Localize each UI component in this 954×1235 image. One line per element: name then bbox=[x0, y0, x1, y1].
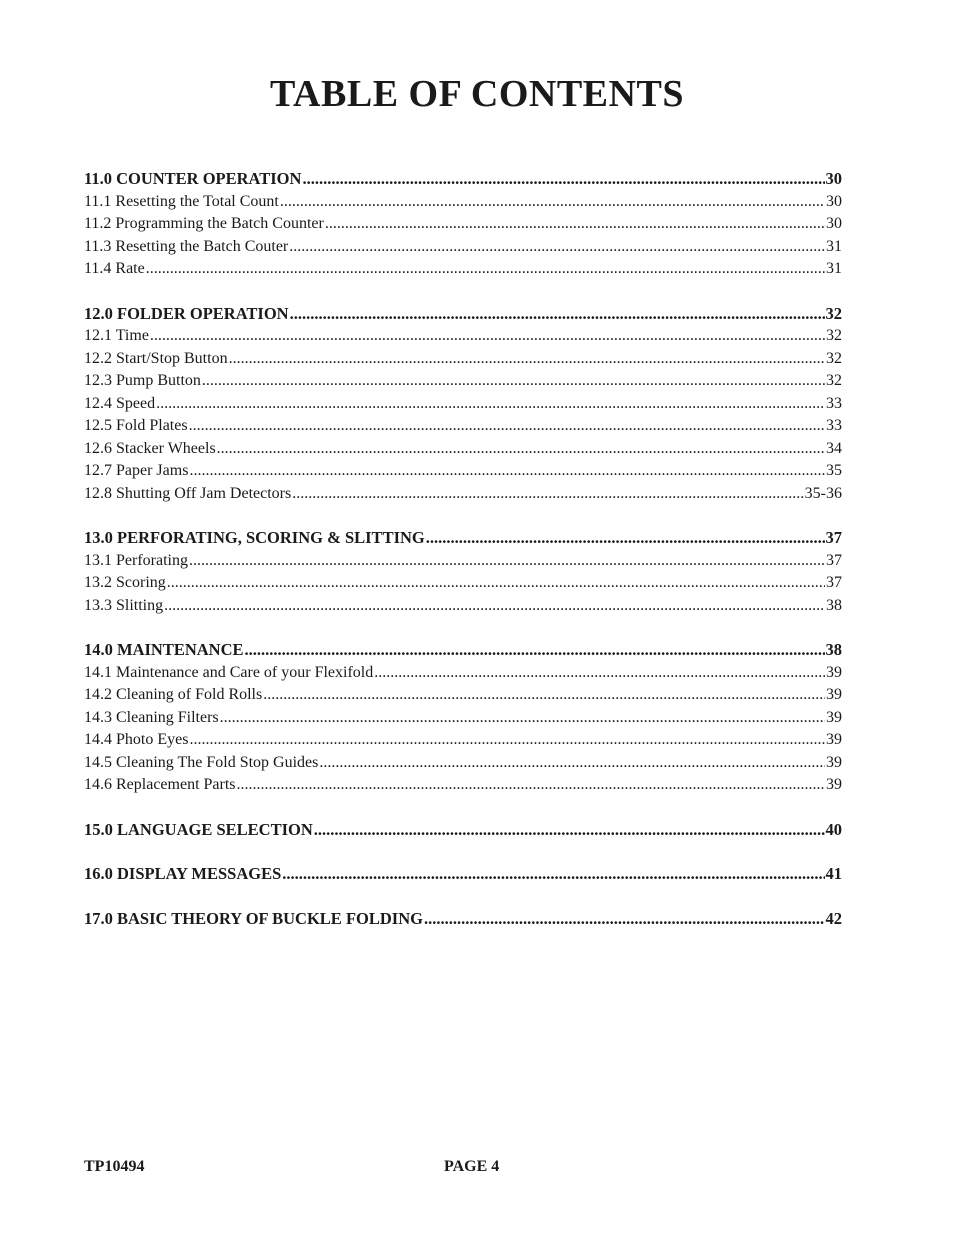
toc-heading[interactable] bbox=[84, 168, 842, 191]
toc-section-15 bbox=[84, 819, 842, 842]
toc-page-number: 42 bbox=[825, 908, 842, 928]
toc-entry[interactable] bbox=[84, 415, 842, 438]
toc-page-number: 39 bbox=[826, 663, 842, 681]
toc-entry[interactable] bbox=[84, 348, 842, 371]
toc-heading-label: 13.0 PERFORATING, SCORING & SLITTING bbox=[84, 528, 425, 547]
toc-entry-label: 14.3 Cleaning Filters bbox=[84, 708, 219, 726]
dot-leader bbox=[282, 863, 824, 886]
toc-page-number: 30 bbox=[826, 215, 842, 232]
toc-page-number: 38 bbox=[826, 596, 842, 614]
toc-section-12 bbox=[84, 303, 842, 506]
document-number: TP10494 bbox=[84, 1158, 145, 1175]
toc-section-16 bbox=[84, 863, 842, 886]
toc-heading-label: 16.0 DISPLAY MESSAGES bbox=[84, 864, 282, 883]
dot-leader bbox=[217, 438, 825, 461]
toc-entry-label: 14.2 Cleaning of Fold Rolls bbox=[84, 686, 263, 703]
dot-leader bbox=[220, 707, 825, 730]
toc-entry[interactable] bbox=[84, 191, 842, 214]
toc-entry[interactable] bbox=[84, 483, 842, 506]
toc-entry-label: 11.1 Resetting the Total Count bbox=[84, 192, 279, 210]
toc-heading[interactable] bbox=[84, 908, 842, 931]
dot-leader bbox=[229, 348, 825, 371]
toc-section-14 bbox=[84, 639, 842, 797]
toc-page-number: 32 bbox=[826, 349, 842, 367]
page-footer bbox=[84, 1158, 842, 1180]
toc-page-number: 35 bbox=[826, 462, 842, 479]
toc-entry-label: 11.4 Rate bbox=[84, 260, 145, 277]
toc-entry-label: 11.2 Programming the Batch Counter bbox=[84, 215, 324, 232]
dot-leader bbox=[280, 191, 825, 214]
toc-heading-label: 17.0 BASIC THEORY OF BUCKLE FOLDING bbox=[84, 908, 423, 928]
toc-page-number: 39 bbox=[826, 776, 842, 793]
dot-leader bbox=[426, 527, 825, 550]
toc-entry[interactable] bbox=[84, 550, 842, 573]
toc-heading-label: 15.0 LANGUAGE SELECTION bbox=[84, 819, 313, 839]
toc-page-number: 34 bbox=[826, 439, 842, 457]
toc-page-number: 30 bbox=[825, 169, 842, 188]
toc-page-number: 37 bbox=[826, 574, 842, 591]
toc-heading[interactable] bbox=[84, 303, 842, 326]
dot-leader bbox=[314, 819, 825, 842]
toc-page-number: 32 bbox=[826, 372, 842, 389]
toc-section-13 bbox=[84, 527, 842, 617]
toc-page-number: 39 bbox=[826, 731, 842, 748]
page-title: TABLE OF CONTENTS bbox=[270, 73, 684, 115]
toc-entry-label: 14.1 Maintenance and Care of your Flexifold bbox=[84, 663, 374, 681]
dot-leader bbox=[167, 572, 825, 595]
toc-entry[interactable] bbox=[84, 370, 842, 393]
toc-entry[interactable] bbox=[84, 393, 842, 416]
dot-leader bbox=[263, 684, 825, 707]
dot-leader bbox=[290, 303, 825, 326]
toc-entry[interactable] bbox=[84, 438, 842, 461]
table-of-contents bbox=[84, 168, 842, 952]
toc-page-number: 37 bbox=[825, 528, 842, 547]
toc-entry[interactable] bbox=[84, 572, 842, 595]
dot-leader bbox=[424, 908, 825, 931]
toc-section-11 bbox=[84, 168, 842, 281]
dot-leader bbox=[325, 213, 825, 236]
toc-entry-label: 11.3 Resetting the Batch Couter bbox=[84, 237, 289, 255]
toc-entry-label: 14.5 Cleaning The Fold Stop Guides bbox=[84, 753, 319, 771]
toc-entry-label: 12.8 Shutting Off Jam Detectors bbox=[84, 484, 292, 502]
toc-heading[interactable] bbox=[84, 863, 842, 886]
dot-leader bbox=[245, 639, 825, 662]
toc-page-number: 37 bbox=[826, 551, 842, 569]
toc-page-number: 40 bbox=[825, 819, 842, 839]
toc-entry-label: 12.1 Time bbox=[84, 327, 149, 344]
toc-entry-label: 13.1 Perforating bbox=[84, 551, 188, 569]
toc-heading[interactable] bbox=[84, 639, 842, 662]
toc-entry-label: 13.2 Scoring bbox=[84, 574, 166, 591]
dot-leader bbox=[189, 460, 825, 483]
toc-page-number: 32 bbox=[825, 303, 842, 323]
dot-leader bbox=[202, 370, 825, 393]
toc-page-number: 39 bbox=[826, 708, 842, 726]
toc-page-number: 30 bbox=[826, 192, 842, 210]
toc-entry[interactable] bbox=[84, 258, 842, 281]
toc-page-number: 32 bbox=[826, 327, 842, 344]
toc-entry[interactable] bbox=[84, 707, 842, 730]
page-number-label: PAGE 4 bbox=[444, 1158, 500, 1175]
dot-leader bbox=[292, 483, 803, 506]
toc-page-number: 33 bbox=[826, 417, 842, 434]
dot-leader bbox=[189, 415, 825, 438]
dot-leader bbox=[164, 595, 825, 618]
toc-entry[interactable] bbox=[84, 595, 842, 618]
toc-heading-label: 11.0 COUNTER OPERATION bbox=[84, 169, 302, 188]
toc-entry[interactable] bbox=[84, 460, 842, 483]
toc-heading-label: 12.0 FOLDER OPERATION bbox=[84, 303, 289, 323]
toc-entry-label: 12.6 Stacker Wheels bbox=[84, 439, 216, 457]
toc-page-number: 38 bbox=[825, 640, 842, 659]
toc-entry-label: 12.2 Start/Stop Button bbox=[84, 349, 228, 367]
toc-section-17 bbox=[84, 908, 842, 931]
toc-page-number: 35-36 bbox=[804, 484, 842, 502]
dot-leader bbox=[302, 168, 824, 191]
toc-entry-label: 14.6 Replacement Parts bbox=[84, 776, 236, 793]
dot-leader bbox=[289, 236, 825, 259]
toc-entry-label: 13.3 Slitting bbox=[84, 596, 164, 614]
dot-leader bbox=[189, 550, 825, 573]
dot-leader bbox=[156, 393, 825, 416]
toc-entry-label: 12.5 Fold Plates bbox=[84, 417, 188, 434]
toc-page-number: 41 bbox=[825, 864, 842, 883]
dot-leader bbox=[237, 774, 825, 797]
toc-entry[interactable] bbox=[84, 729, 842, 752]
toc-page-number: 31 bbox=[826, 237, 842, 255]
toc-entry[interactable] bbox=[84, 662, 842, 685]
dot-leader bbox=[189, 729, 825, 752]
dot-leader bbox=[374, 662, 825, 685]
toc-entry-label: 12.7 Paper Jams bbox=[84, 462, 189, 479]
toc-heading-label: 14.0 MAINTENANCE bbox=[84, 640, 244, 659]
toc-entry-label: 12.3 Pump Button bbox=[84, 372, 201, 389]
toc-entry[interactable] bbox=[84, 752, 842, 775]
toc-page-number: 39 bbox=[826, 753, 842, 771]
toc-heading[interactable] bbox=[84, 819, 842, 842]
toc-entry-label: 12.4 Speed bbox=[84, 394, 156, 412]
toc-entry[interactable] bbox=[84, 213, 842, 236]
toc-entry[interactable] bbox=[84, 684, 842, 707]
toc-heading[interactable] bbox=[84, 527, 842, 550]
toc-page-number: 39 bbox=[826, 686, 842, 703]
dot-leader bbox=[150, 325, 825, 348]
toc-entry[interactable] bbox=[84, 236, 842, 259]
toc-entry[interactable] bbox=[84, 325, 842, 348]
toc-page-number: 31 bbox=[826, 260, 842, 277]
dot-leader bbox=[319, 752, 825, 775]
toc-entry-label: 14.4 Photo Eyes bbox=[84, 731, 189, 748]
dot-leader bbox=[146, 258, 825, 281]
toc-page-number: 33 bbox=[826, 394, 842, 412]
toc-entry[interactable] bbox=[84, 774, 842, 797]
